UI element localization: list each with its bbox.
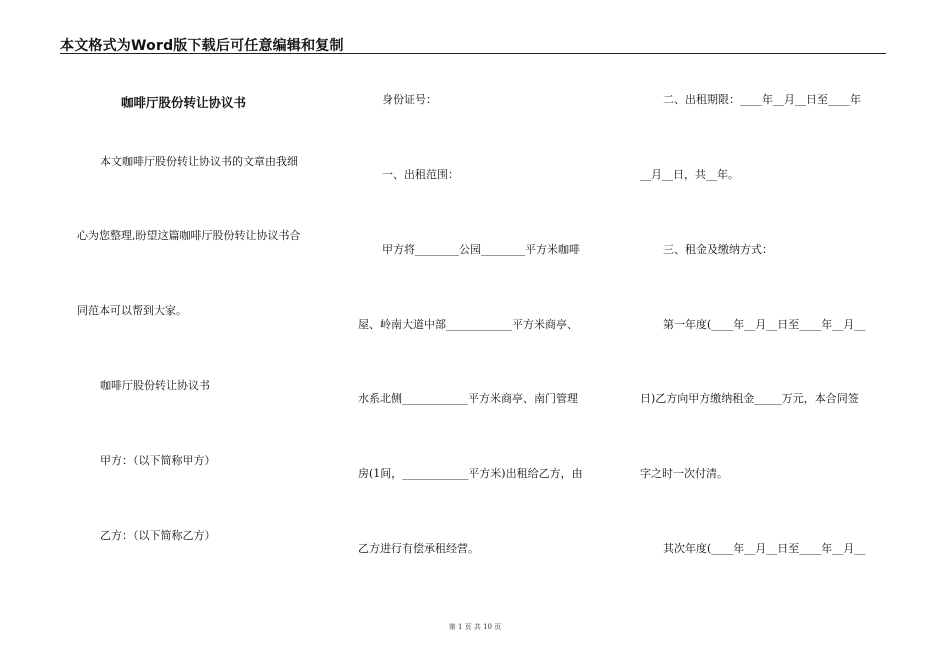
page-footer: 第 1 页 共 10 页 — [448, 623, 502, 631]
col1-line-5: 甲方：（以下简称甲方） — [100, 454, 216, 467]
col3-line-4: 第一年度(____年__月__日至____年__月__ — [663, 318, 866, 331]
col3-line-5: 日)乙方向甲方缴纳租金_____万元，本合同签 — [640, 392, 859, 405]
col1-line-1: 本文咖啡厅股份转让协议书的文章由我细 — [100, 155, 298, 168]
document-title: 咖啡厅股份转让协议书 — [121, 95, 247, 110]
col1-line-4: 咖啡厅股份转让协议书 — [100, 379, 210, 392]
col1-line-2: 心为您整理,盼望这篇咖啡厅股份转让协议书合 — [77, 229, 301, 242]
page-header — [60, 36, 886, 54]
col2-line-5: 水系北侧____________平方米商亭、南门管理 — [358, 392, 578, 405]
col3-line-7: 其次年度(____年__月__日至____年__月__ — [663, 542, 866, 555]
col1-line-3: 同范本可以帮到大家。 — [77, 304, 187, 317]
col2-line-6: 房(1间，____________平方米)出租给乙方，由 — [358, 467, 583, 480]
col3-line-6: 字之时一次付清。 — [640, 467, 728, 480]
col2-line-3: 甲方将________公园________平方米咖啡 — [382, 243, 580, 256]
col3-line-2: __月__日，共__年。 — [640, 168, 739, 181]
col2-line-7: 乙方进行有偿承租经营。 — [358, 542, 479, 555]
col1-line-6: 乙方：（以下简称乙方） — [100, 529, 216, 542]
col3-line-3: 三、租金及缴纳方式： — [663, 243, 773, 256]
col2-line-4: 屋、岭南大道中部____________平方米商亭、 — [358, 318, 578, 331]
col2-line-1: 身份证号： — [382, 93, 437, 106]
col3-line-1: 二、出租期限：____年__月__日至____年 — [663, 93, 861, 106]
header-title: 本文格式为Word版下载后可任意编辑和复制 — [60, 38, 344, 54]
col2-line-2: 一、出租范围： — [382, 168, 459, 181]
